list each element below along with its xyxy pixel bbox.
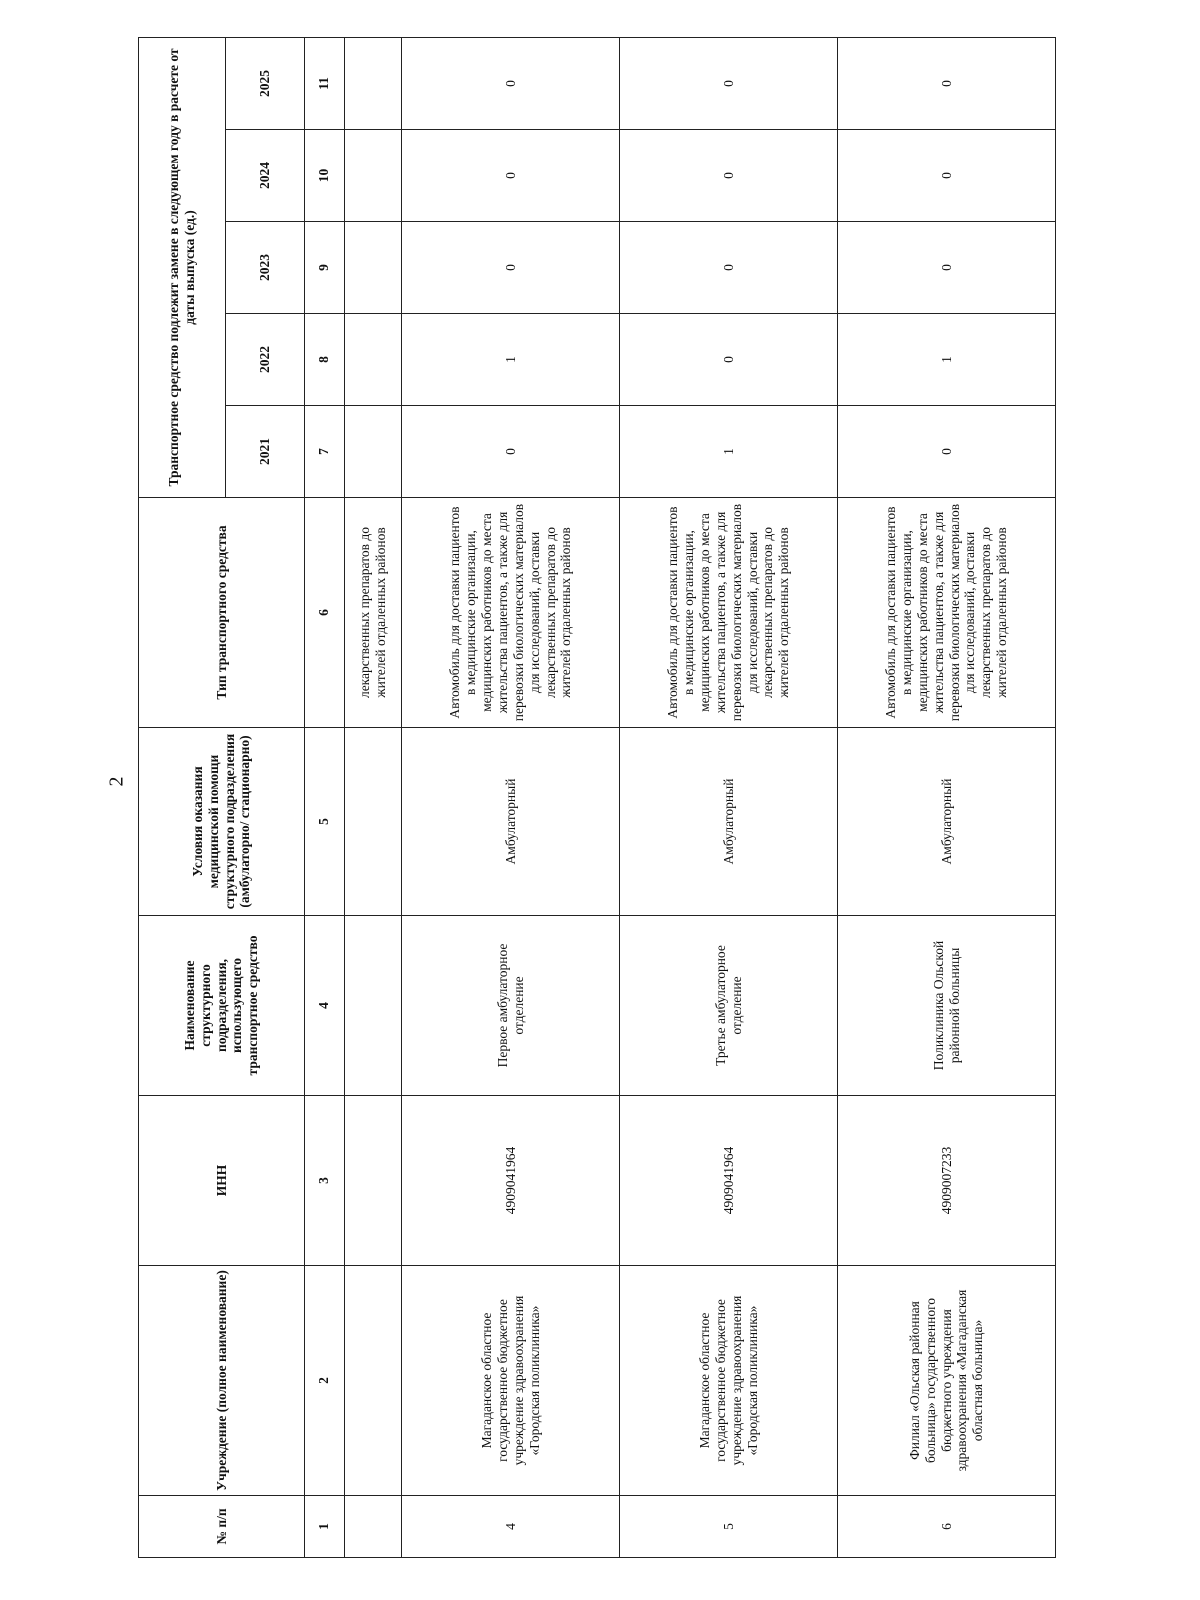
row-2024: 0 xyxy=(620,130,838,222)
header-unit: Наименование структурного подразделения, использующего транспортное средство xyxy=(139,916,305,1096)
row-2021: 0 xyxy=(402,406,620,498)
continuation-vehicle-type: лекарственных препаратов до жителей отдаленных районов xyxy=(344,498,402,728)
column-number: 4 xyxy=(305,916,345,1096)
table-cell xyxy=(344,728,402,916)
table-cell xyxy=(344,1096,402,1266)
row-inn: 4909041964 xyxy=(402,1096,620,1266)
row-num: 6 xyxy=(838,1496,1056,1558)
row-2024: 0 xyxy=(838,130,1056,222)
table-cell xyxy=(344,1266,402,1496)
row-2022: 1 xyxy=(402,314,620,406)
table-cell xyxy=(344,406,402,498)
row-2022: 1 xyxy=(838,314,1056,406)
continuation-row xyxy=(344,37,402,1557)
vehicle-replacement-table xyxy=(138,37,1056,1558)
header-num: № п/п xyxy=(139,1496,305,1558)
table-cell xyxy=(344,1496,402,1558)
row-unit: Поликлиника Ольской районной больницы xyxy=(838,916,1056,1096)
column-number: 11 xyxy=(305,37,345,129)
row-2022: 0 xyxy=(620,314,838,406)
row-conditions: Амбулаторный xyxy=(838,728,1056,916)
row-inn: 4909041964 xyxy=(620,1096,838,1266)
row-unit: Третье амбулаторное отделение xyxy=(620,916,838,1096)
column-number: 2 xyxy=(305,1266,345,1496)
row-2025: 0 xyxy=(838,37,1056,129)
row-2024: 0 xyxy=(402,130,620,222)
row-conditions: Амбулаторный xyxy=(620,728,838,916)
row-num: 4 xyxy=(402,1496,620,1558)
column-number: 1 xyxy=(305,1496,345,1558)
row-2023: 0 xyxy=(402,222,620,314)
column-number: 3 xyxy=(305,1096,345,1266)
table-row xyxy=(402,37,620,1557)
column-number: 10 xyxy=(305,130,345,222)
column-number: 9 xyxy=(305,222,345,314)
column-number-row xyxy=(305,37,345,1557)
column-number: 8 xyxy=(305,314,345,406)
row-conditions: Амбулаторный xyxy=(402,728,620,916)
header-year-2021: 2021 xyxy=(226,406,305,498)
column-number: 7 xyxy=(305,406,345,498)
table-cell xyxy=(344,916,402,1096)
row-inn: 4909007233 xyxy=(838,1096,1056,1266)
row-2025: 0 xyxy=(402,37,620,129)
table-row xyxy=(838,37,1056,1557)
row-2025: 0 xyxy=(620,37,838,129)
row-2021: 1 xyxy=(620,406,838,498)
page-number: 2 xyxy=(105,776,128,787)
header-vehicle-type: Тип транспортного средства xyxy=(139,498,305,728)
row-vehicle-type: Автомобиль для доставки пациентов в медицинские организации, медицинских работников до места жительства пациентов, а также для перевозки биологических материалов для исследований, доставки лекарственных препаратов до жителей отдаленных районов xyxy=(402,498,620,728)
header-conditions: Условия оказания медицинской помощи структурного подразделения (амбулаторно/ стационарно) xyxy=(139,728,305,916)
row-2023: 0 xyxy=(838,222,1056,314)
row-vehicle-type: Автомобиль для доставки пациентов в медицинские организации, медицинских работников до места жительства пациентов, а также для перевозки биологических материалов для исследований, доставки лекарственных препаратов до жителей отдаленных районов xyxy=(620,498,838,728)
header-institution: Учреждение (полное наименование) xyxy=(139,1266,305,1496)
row-institution: Магаданское областное государственное бюджетное учреждение здравоохранения «Городская поликлиника» xyxy=(620,1266,838,1496)
vehicle-replacement-table-wrapper xyxy=(138,38,1056,1558)
header-year-2022: 2022 xyxy=(226,314,305,406)
table-cell xyxy=(344,314,402,406)
row-vehicle-type: Автомобиль для доставки пациентов в медицинские организации, медицинских работников до места жительства пациентов, а также для перевозки биологических материалов для исследований, доставки лекарственных препаратов до жителей отдаленных районов xyxy=(838,498,1056,728)
row-institution: Филиал «Ольская районная больница» государственного бюджетного учреждения здравоохранения «Магаданская областная больница» xyxy=(838,1266,1056,1496)
column-number: 5 xyxy=(305,728,345,916)
row-num: 5 xyxy=(620,1496,838,1558)
column-number: 6 xyxy=(305,498,345,728)
table-cell xyxy=(344,37,402,129)
header-year-2025: 2025 xyxy=(226,37,305,129)
row-2023: 0 xyxy=(620,222,838,314)
table-row xyxy=(620,37,838,1557)
row-institution: Магаданское областное государственное бюджетное учреждение здравоохранения «Городская поликлиника» xyxy=(402,1266,620,1496)
table-cell xyxy=(344,222,402,314)
header-row-1 xyxy=(139,37,226,1557)
row-unit: Первое амбулаторное отделение xyxy=(402,916,620,1096)
table-cell xyxy=(344,130,402,222)
header-replacement-group: Транспортное средство подлежит замене в следующем году в расчете от даты выпуска (ед.) xyxy=(139,37,226,497)
row-2021: 0 xyxy=(838,406,1056,498)
header-year-2024: 2024 xyxy=(226,130,305,222)
header-inn: ИНН xyxy=(139,1096,305,1266)
header-year-2023: 2023 xyxy=(226,222,305,314)
